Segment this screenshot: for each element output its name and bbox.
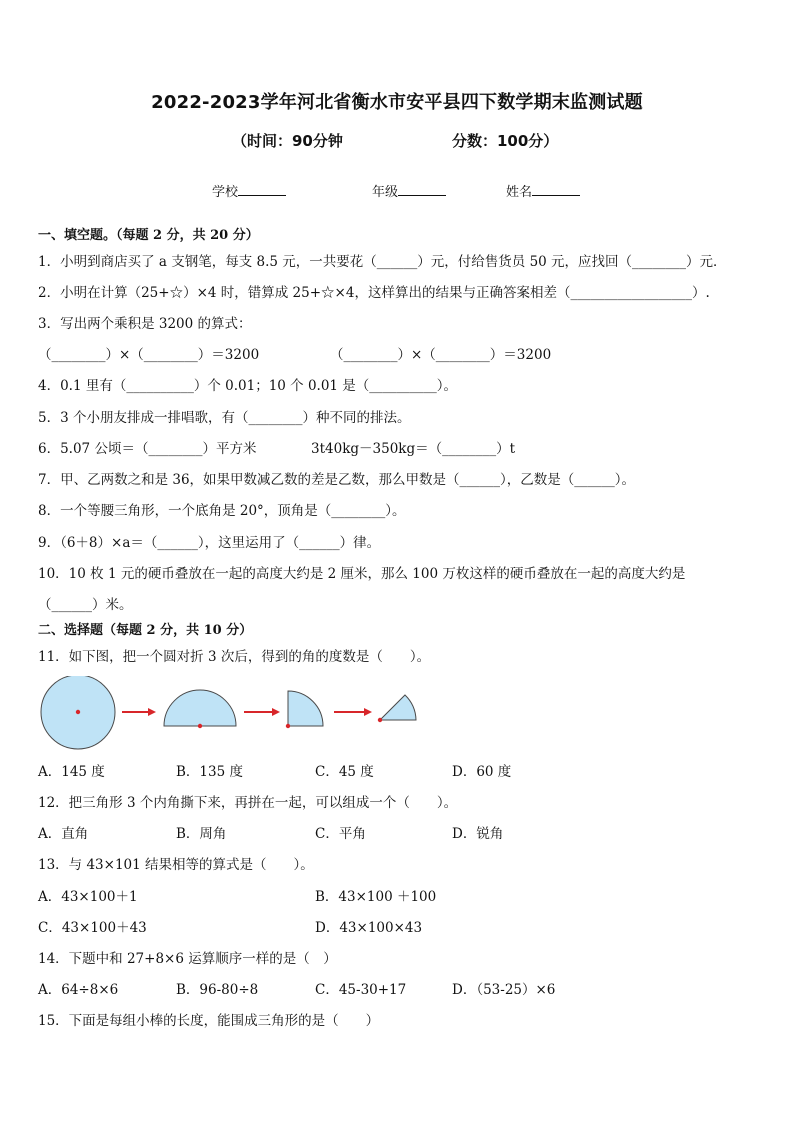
quarter-circle-shape: [288, 691, 323, 726]
q12-option-b[interactable]: B．周角: [176, 826, 227, 842]
question-11: 11．如下图，把一个圆对折 3 次后，得到的角的度数是（ ）。: [38, 649, 431, 665]
q13-option-b[interactable]: B．43×100 ＋100: [315, 889, 437, 905]
page-title: 2022-2023学年河北省衡水市安平县四下数学期末监测试题: [151, 92, 643, 113]
q14-option-d[interactable]: D．（53-25）×6: [452, 982, 556, 998]
question-1: 1．小明到商店买了 a 支钢笔，每支 8.5 元，一共要花（______）元，付给售货员 50 元，应找回（________）元．: [38, 254, 727, 270]
q14-option-c[interactable]: C．45-30+17: [315, 982, 407, 998]
question-9: 9．（6＋8）×a＝（______），这里运用了（______）律。: [38, 535, 381, 551]
q11-option-a[interactable]: A．145 度: [38, 764, 105, 780]
q13-option-a[interactable]: A．43×100＋1: [38, 889, 138, 905]
q14-option-b[interactable]: B．96-80÷8: [176, 982, 259, 998]
exam-time: （时间：90分钟: [232, 132, 343, 150]
quarter-circle-corner-dot: [286, 724, 290, 728]
question-14: 14．下题中和 27+8×6 运算顺序一样的是（ ）: [38, 951, 337, 967]
q11-option-c[interactable]: C．45 度: [315, 764, 374, 780]
arrow-3-head: [364, 708, 372, 716]
question-6-area: 6．5.07 公顷＝（________）平方米: [38, 441, 257, 457]
q11-option-d[interactable]: D．60 度: [452, 764, 512, 780]
question-8: 8．一个等腰三角形，一个底角是 20°，顶角是（________）。: [38, 503, 406, 519]
question-6-mass: 3t40kg－350kg＝（________）t: [311, 441, 516, 457]
semicircle-shape: [164, 690, 236, 726]
question-12: 12．把三角形 3 个内角撕下来，再拼在一起，可以组成一个（ ）。: [38, 795, 458, 811]
q12-option-d[interactable]: D．锐角: [452, 826, 504, 842]
semicircle-center-dot: [198, 724, 202, 728]
question-2: 2．小明在计算（25+☆）×4 时，错算成 25+☆×4，这样算出的结果与正确答案相差（__________________）.: [38, 285, 710, 301]
grade-label: 年级: [372, 185, 399, 200]
arrow-1-head: [148, 708, 156, 716]
q12-option-a[interactable]: A．直角: [38, 826, 89, 842]
eighth-circle-shape: [380, 695, 416, 720]
grade-field[interactable]: [372, 181, 446, 200]
eighth-circle-vertex-dot: [378, 718, 382, 722]
school-label: 学校: [212, 185, 239, 200]
arrow-2-head: [272, 708, 280, 716]
question-13: 13．与 43×101 结果相等的算式是（ ）。: [38, 857, 314, 873]
name-field[interactable]: [506, 181, 580, 200]
q11-option-b[interactable]: B．135 度: [176, 764, 243, 780]
section-1-heading: 一、填空题。（每题 2 分，共 20 分）: [38, 228, 259, 243]
section-2-heading: 二、选择题（每题 2 分，共 10 分）: [38, 623, 253, 638]
question-10-continued: （______）米。: [38, 597, 133, 613]
name-label: 姓名: [506, 185, 533, 200]
q14-option-a[interactable]: A．64÷8×6: [38, 982, 119, 998]
q13-option-d[interactable]: D．43×100×43: [315, 920, 423, 936]
question-3-formula-b: （________）×（________）＝3200: [330, 347, 552, 363]
question-3-formula-a: （________）×（________）＝3200: [38, 347, 260, 363]
question-15: 15．下面是每组小棒的长度，能围成三角形的是（ ）: [38, 1013, 380, 1029]
question-4: 4．0.1 里有（__________）个 0.01；10 个 0.01 是（__________）。: [38, 378, 458, 394]
circle-center-dot: [76, 710, 80, 714]
question-3: 3．写出两个乘积是 3200 的算式：: [38, 316, 252, 332]
question-10: 10．10 枚 1 元的硬币叠放在一起的高度大约是 2 厘米，那么 100 万枚这样的硬币叠放在一起的高度大约是: [38, 566, 686, 582]
circle-folding-diagram: [36, 676, 426, 756]
q12-option-c[interactable]: C．平角: [315, 826, 366, 842]
exam-score: 分数：100分）: [452, 132, 559, 150]
question-7: 7．甲、乙两数之和是 36，如果甲数减乙数的差是乙数，那么甲数是（______），乙数是（______）。: [38, 472, 636, 488]
q13-option-c[interactable]: C．43×100＋43: [38, 920, 147, 936]
question-5: 5．3 个小朋友排成一排唱歌，有（________）种不同的排法。: [38, 410, 411, 426]
school-field[interactable]: [212, 181, 286, 200]
